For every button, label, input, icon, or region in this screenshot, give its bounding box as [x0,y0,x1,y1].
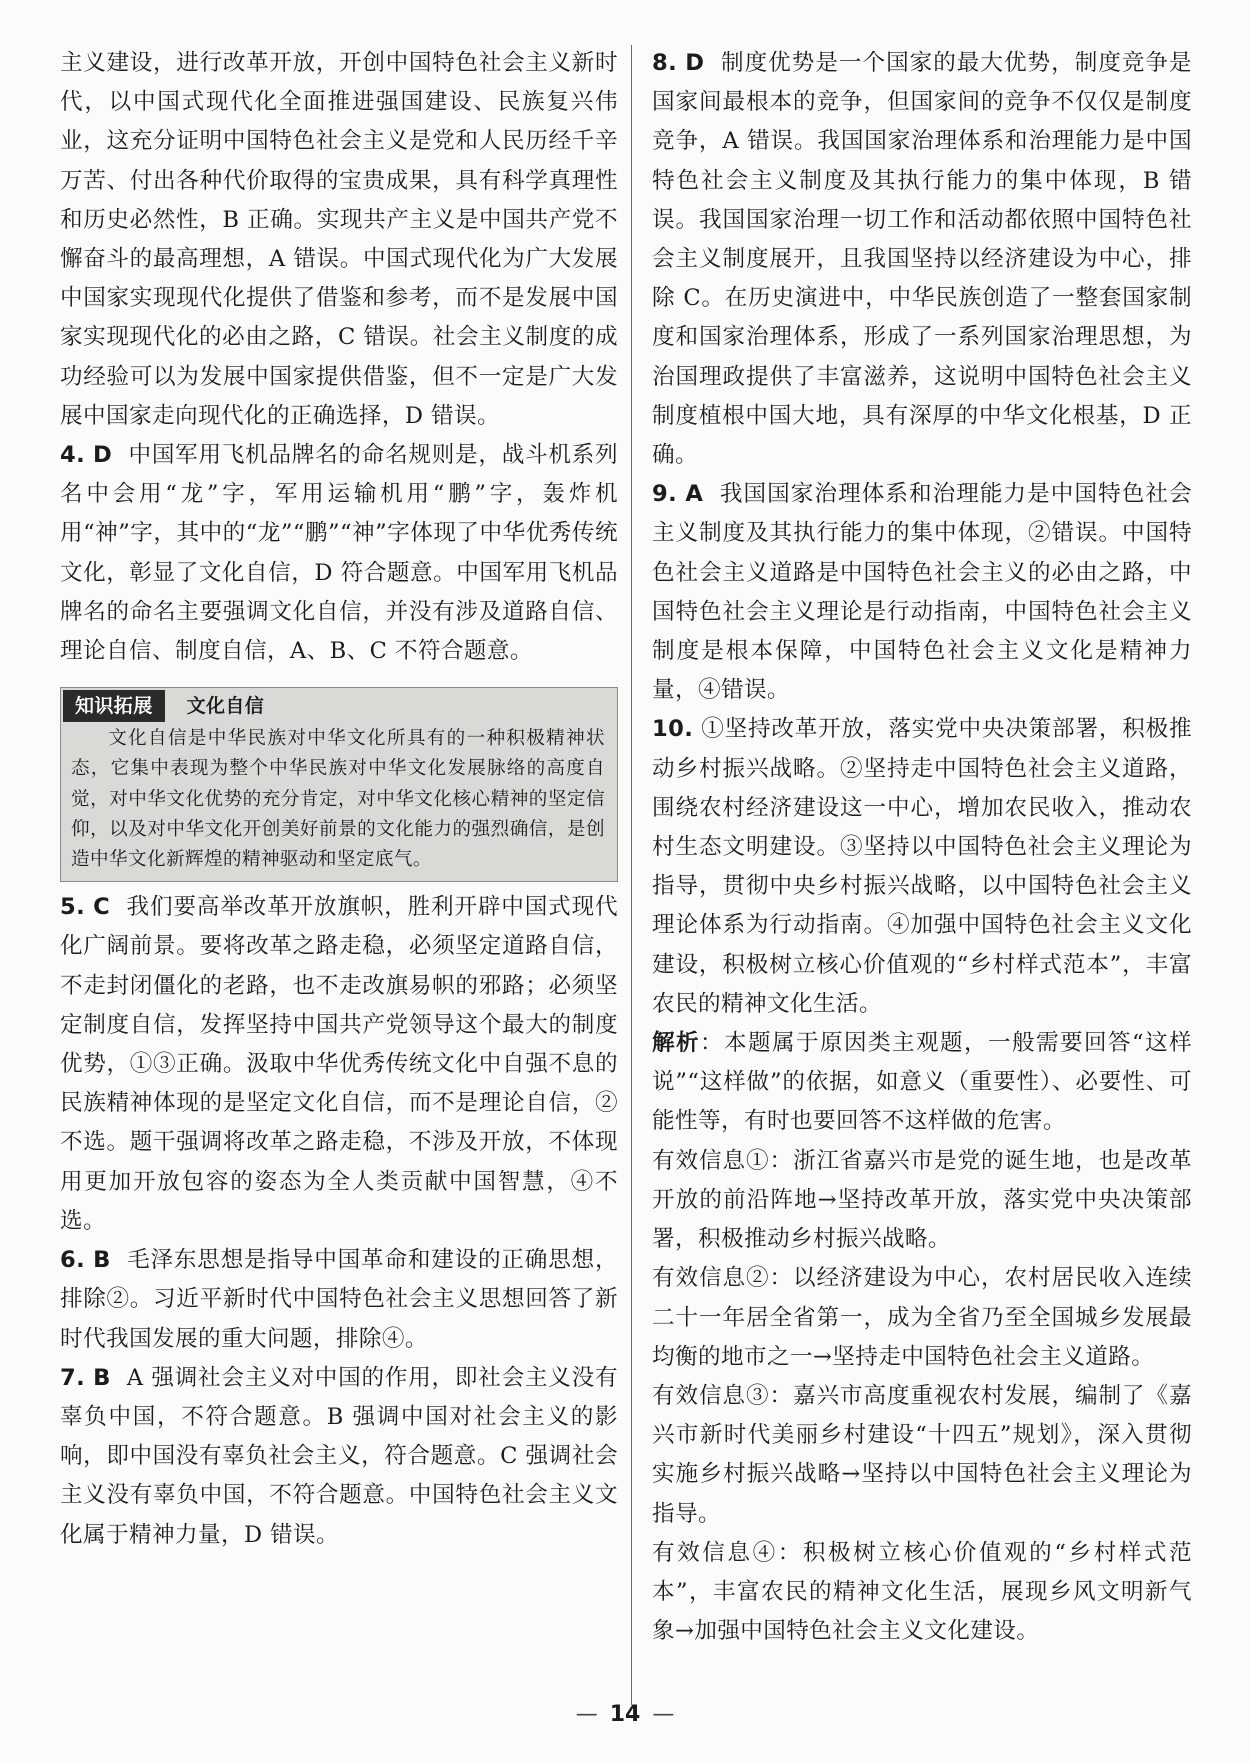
question-number: 6. [60,1247,86,1274]
question-number: 10. [652,716,694,743]
answer-4 [60,436,618,671]
answer-10 [652,710,1192,1024]
answer-explanation: 我们要高举改革开放旗帜，胜利开辟中国式现代化广阔前景。要将改革之路走稳，必须坚定道路自信，不走封闭僵化的老路，也不走改旗易帜的邪路；必须坚定制度自信，发挥坚持中国共产党领导这个最大的制度优势，①③正确。汲取中华优秀传统文化中自强不息的民族精神体现的是坚定文化自信，而不是理论自信，②不选。题干强调将改革之路走稳，不涉及开放，不体现用更加开放包容的姿态为全人类贡献中国智慧，④不选。 [60,894,618,1234]
effective-info-2: 有效信息②：以经济建设为中心，农村居民收入连续二十一年居全省第一，成为全省乃至全国城乡发展最均衡的地市之一→坚持走中国特色社会主义道路。 [652,1265,1192,1370]
answer-letter: B [93,1364,111,1391]
answer-explanation: 中国军用飞机品牌名的命名规则是，战斗机系列名中会用“龙”字，军用运输机用“鹏”字，轰炸机用“神”字，其中的“龙”“鹏”“神”字体现了中华优秀传统文化，彰显了文化自信，D 符合题意。中国军用飞机品牌名的命名主要强调文化自信，并没有涉及道路自信、理论自信、制度自信，A、B、C 不符合题意。 [60,442,618,665]
answer-9 [652,475,1192,710]
footer-dash-right: — [652,1702,675,1727]
answer-8 [652,44,1192,475]
effective-info-1: 有效信息①：浙江省嘉兴市是党的诞生地，也是改革开放的前沿阵地→坚持改革开放，落实党中央决策部署，积极推动乡村振兴战略。 [652,1147,1192,1253]
question-number: 4. [60,442,86,469]
answer-explanation: 制度优势是一个国家的最大优势，制度竞争是国家间最根本的竞争，但国家间的竞争不仅仅是制度竞争，A 错误。我国国家治理体系和治理能力是中国特色社会主义制度及其执行能力的集中体现，B 错误。我国国家治理一切工作和活动都依照中国特色社会主义制度展开，且我国坚持以经济建设为中心，排除 C。在历史演进中，中华民族创造了一整套国家制度和国家治理体系，形成了一系列国家治理思想，为治国理政提供了丰富滋养，这说明中国特色社会主义制度植根中国大地，具有深厚的中华文化根基，D 正确。 [652,50,1192,469]
answer-6 [60,1241,618,1359]
question-number: 8. [652,50,678,76]
answer-explanation: 毛泽东思想是指导中国革命和建设的正确思想，排除②。习近平新时代中国特色社会主义思想回答了新时代我国发展的重大问题，排除④。 [60,1247,618,1352]
column-divider [631,45,632,1705]
answer-letter: B [93,1247,111,1274]
box-body: 文化自信是中华民族对中华文化所具有的一种积极精神状态，它集中表现为整个中华民族对中华文化发展脉络的高度自觉，对中华文化优势的充分肯定，对中华文化核心精神的坚定信仰，以及对中华文化开创美好前景的文化能力的强烈确信，是创造中华文化新辉煌的精神驱动和坚定底气。 [71,728,605,871]
answer-3-continuation: 主义建设，进行改革开放，开创中国特色社会主义新时代，以中国式现代化全面推进强国建设、民族复兴伟业，这充分证明中国特色社会主义是党和人民历经千辛万苦、付出各种代价取得的宝贵成果，具有科学真理性和历史必然性，B 正确。实现共产主义是中国共产党不懈奋斗的最高理想，A 错误。中国式现代化为广大发展中国家实现现代化提供了借鉴和参考，而不是发展中国家实现现代化的必由之路，C 错误。社会主义制度的成功经验可以为发展中国家提供借鉴，但不一定是广大发展中国家走向现代化的正确选择，D 错误。 [60,50,618,429]
effective-info-3: 有效信息③：嘉兴市高度重视农村发展，编制了《嘉兴市新时代美丽乡村建设“十四五”规划》，深入贯彻实施乡村振兴战略→坚持以中国特色社会主义理论为指导。 [652,1382,1192,1527]
page-footer [0,1702,1250,1727]
answer-explanation: A 强调社会主义对中国的作用，即社会主义没有辜负中国，不符合题意。B 强调中国对社会主义的影响，即中国没有辜负社会主义，符合题意。C 强调社会主义没有辜负中国，不符合题意。中国特色社会主义文化属于精神力量，D 错误。 [60,1364,618,1548]
analysis-text: ：本题属于原因类主观题，一般需要回答“这样说”“这样做”的依据，如意义（重要性）、必要性、可能性等，有时也要回答不这样做的危害。 [652,1030,1192,1135]
answer-5 [60,888,618,1241]
analysis [652,1024,1192,1142]
box-title: 文化自信 [186,694,265,717]
answer-explanation: 我国国家治理体系和治理能力是中国特色社会主义制度及其执行能力的集中体现，②错误。中国特色社会主义道路是中国特色社会主义的必由之路，中国特色社会主义理论是行动指南，中国特色社会主义制度是根本保障，中国特色社会主义文化是精神力量，④错误。 [652,481,1192,704]
answer-letter: D [93,442,113,469]
left-column [60,44,618,1555]
answer-7 [60,1359,618,1555]
analysis-label: 解析 [652,1030,701,1057]
question-number: 5. [60,894,86,921]
knowledge-extension-box [60,687,618,882]
page-number: 14 [609,1702,641,1727]
footer-dash-left: — [575,1702,598,1727]
right-column [652,44,1192,1651]
box-tag: 知识拓展 [63,690,165,722]
answer-explanation: ①坚持改革开放，落实党中央决策部署，积极推动乡村振兴战略。②坚持走中国特色社会主义道路，围绕农村经济建设这一中心，增加农民收入，推动农村生态文明建设。③坚持以中国特色社会主义理论为指导，贯彻中央乡村振兴战略，以中国特色社会主义理论体系为行动指南。④加强中国特色社会主义文化建设，积极树立核心价值观的“乡村样式范本”，丰富农民的精神文化生活。 [652,716,1192,1017]
box-header [61,688,617,724]
answer-letter: C [93,894,111,921]
question-number: 7. [60,1364,86,1391]
answer-letter: A [685,481,704,508]
question-number: 9. [652,481,678,508]
answer-letter: D [685,50,705,76]
effective-info-4: 有效信息④：积极树立核心价值观的“乡村样式范本”，丰富农民的精神文化生活，展现乡风文明新气象→加强中国特色社会主义文化建设。 [652,1539,1192,1645]
